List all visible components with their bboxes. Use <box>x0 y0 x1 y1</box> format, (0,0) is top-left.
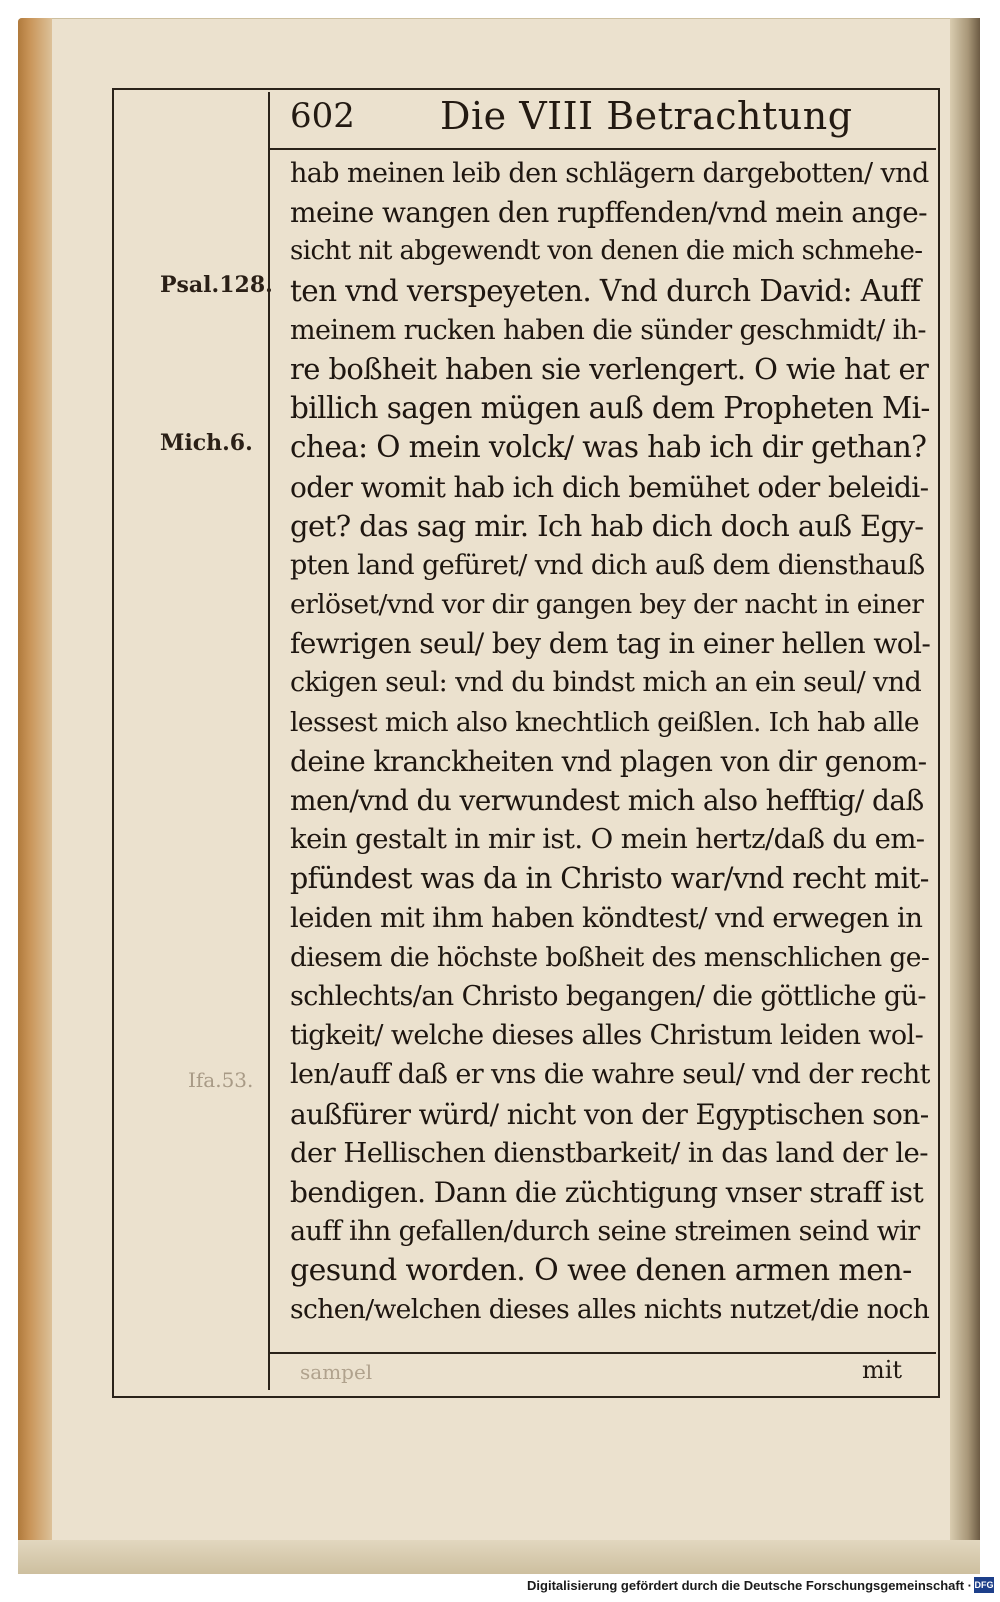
page-number: 602 <box>290 96 355 136</box>
margin-note-psalm: Psal.128. <box>160 272 273 298</box>
text-line: ten vnd verspeyeten. Vnd durch David: Auff <box>290 273 921 308</box>
text-line: der Hellischen dienstbarkeit/ in das land der le- <box>290 1136 928 1169</box>
bleed-through-text: sampel <box>300 1360 373 1384</box>
header-rule <box>268 148 936 150</box>
text-line: fewrigen seul/ bey dem tag in einer hellen wol- <box>290 627 930 661</box>
page-edge-bottom <box>18 1540 980 1574</box>
text-line: schlechts/an Christo begangen/ die göttliche gü- <box>290 980 926 1012</box>
text-line: gesund worden. O wee denen armen men- <box>290 1253 912 1289</box>
text-line: meinem rucken haben die sünder geschmidt/ ih- <box>290 314 926 346</box>
text-line: leiden mit ihm haben köndtest/ vnd erwegen in <box>290 901 923 934</box>
text-line: len/auff daß er vns die wahre seul/ vnd der recht <box>290 1059 930 1091</box>
page-header <box>290 92 930 148</box>
text-line: bendigen. Dann die züchtigung vnser straff ist <box>290 1175 924 1209</box>
digitization-credit: Digitalisierung gefördert durch die Deutsche Forschungsgemeinschaft · <box>527 1578 972 1593</box>
text-line: meine wangen den rupffenden/vnd mein ange- <box>290 196 927 230</box>
catchword: mit <box>862 1356 903 1384</box>
text-line: diesem die höchste boßheit des menschlichen ge- <box>290 941 930 973</box>
text-line: re boßheit haben sie verlengert. O wie hat er <box>290 351 929 386</box>
text-line: pten land gefüret/ vnd dich auß dem diensthauß <box>290 549 925 581</box>
text-line: chea: O mein volck/ was hab ich dir gethan? <box>290 430 927 465</box>
text-line: sicht nit abgewendt von denen die mich schmehe- <box>290 236 923 267</box>
running-head: Die VIII Betrachtung <box>440 94 853 138</box>
text-line: lessest mich also knechtlich geißlen. Ich hab alle <box>290 706 919 738</box>
text-line: oder womit hab ich dich bemühet oder beleidi- <box>290 470 929 504</box>
footer-rule <box>268 1352 936 1354</box>
text-line: schen/welchen dieses alles nichts nutzet/die noch <box>290 1294 930 1326</box>
text-line: kein gestalt in mir ist. O mein hertz/daß du em- <box>290 823 925 856</box>
text-line: deine kranckheiten vnd plagen von dir genom- <box>290 744 927 778</box>
page-edge-left <box>18 18 52 1570</box>
text-line: erlöset/vnd vor dir gangen bey der nacht in einer <box>290 589 924 621</box>
margin-note-micha: Mich.6. <box>160 430 253 456</box>
dfg-logo: DFG <box>974 1577 994 1593</box>
margin-note-faint: Ifa.53. <box>188 1068 254 1092</box>
body-text <box>290 154 930 1330</box>
page-edge-right <box>950 18 980 1570</box>
text-line: get? das sag mir. Ich hab dich doch auß Egy- <box>290 508 924 543</box>
text-line: pfündest was da in Christo war/vnd recht mit- <box>290 862 929 896</box>
text-line: men/vnd du verwundest mich also hefftig/ daß <box>290 784 924 817</box>
text-line: ckigen seul: vnd du bindst mich an ein seul/ vnd <box>290 667 922 699</box>
text-line: billich sagen mügen auß dem Propheten Mi- <box>290 391 930 426</box>
text-line: tigkeit/ welche dieses alles Christum leiden wol- <box>290 1020 924 1052</box>
text-line: außfürer würd/ nicht von der Egyptischen son- <box>290 1097 929 1131</box>
text-line: hab meinen leib den schlägern dargebotten/ vnd <box>290 158 929 189</box>
text-line: auff ihn gefallen/durch seine streimen seind wir <box>290 1216 920 1248</box>
